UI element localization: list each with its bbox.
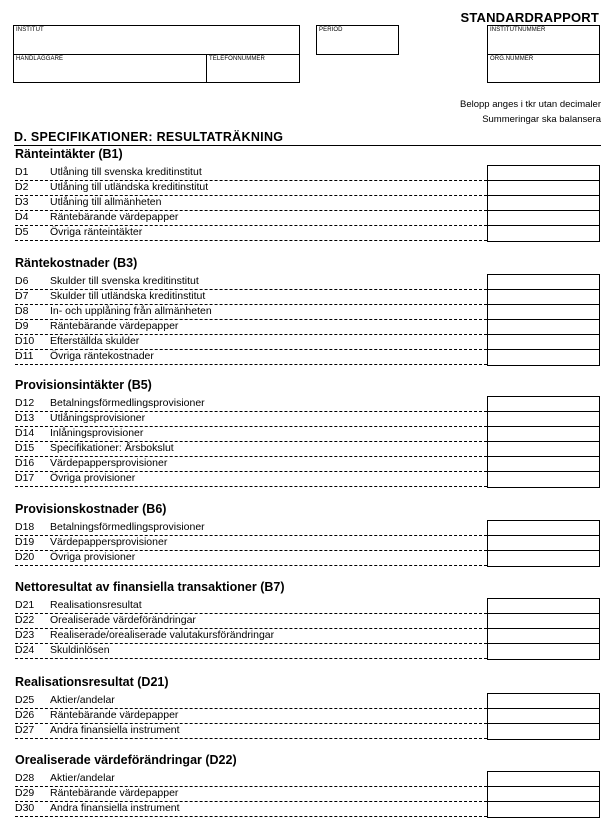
amount-input[interactable] xyxy=(488,427,599,442)
row-code: D4 xyxy=(15,211,29,223)
org-nummer-field[interactable] xyxy=(487,54,600,83)
section-title: D. SPECIFIKATIONER: RESULTATRÄKNING xyxy=(14,130,284,144)
institut-field[interactable] xyxy=(13,25,300,55)
amount-input[interactable] xyxy=(488,614,599,629)
amount-column xyxy=(487,598,600,660)
row-label: Skulder till svenska kreditinstitut xyxy=(50,275,199,287)
spec-row xyxy=(15,210,487,226)
report-title: STANDARDRAPPORT xyxy=(460,10,599,25)
spec-row xyxy=(15,708,487,724)
spec-row xyxy=(15,613,487,629)
row-label: Utlåningsprovisioner xyxy=(50,412,146,424)
row-label: Betalningsförmedlingsprovisioner xyxy=(50,397,205,409)
amount-input[interactable] xyxy=(488,629,599,644)
row-label: Värdepappersprovisioner xyxy=(50,457,168,469)
amount-column xyxy=(487,274,600,366)
amount-input[interactable] xyxy=(488,335,599,350)
period-label: PERIOD xyxy=(319,27,343,33)
spec-row xyxy=(15,801,487,817)
spec-row xyxy=(15,456,487,472)
spec-row xyxy=(15,535,487,551)
row-code: D7 xyxy=(15,290,29,302)
spec-row xyxy=(15,693,487,709)
institutnummer-label: INSTITUTNUMMER xyxy=(490,27,546,33)
spec-row xyxy=(15,195,487,211)
amount-input[interactable] xyxy=(488,551,599,566)
amount-input[interactable] xyxy=(488,196,599,211)
group-title: Provisionsintäkter (B5) xyxy=(15,378,152,392)
row-code: D24 xyxy=(15,644,35,656)
row-label: Räntebärande värdepapper xyxy=(50,709,179,721)
spec-row xyxy=(15,441,487,457)
row-label: Utlåning till allmänheten xyxy=(50,196,162,208)
amount-input[interactable] xyxy=(488,412,599,427)
amount-input[interactable] xyxy=(488,275,599,290)
period-field[interactable] xyxy=(316,25,399,55)
amount-input[interactable] xyxy=(488,350,599,365)
amount-input[interactable] xyxy=(488,305,599,320)
row-code: D2 xyxy=(15,181,29,193)
spec-row xyxy=(15,225,487,241)
row-code: D14 xyxy=(15,427,35,439)
amount-input[interactable] xyxy=(488,787,599,802)
row-label: Orealiserade värdeförändringar xyxy=(50,614,196,626)
spec-row xyxy=(15,274,487,290)
row-code: D3 xyxy=(15,196,29,208)
row-code: D27 xyxy=(15,724,35,736)
amount-input[interactable] xyxy=(488,290,599,305)
spec-row xyxy=(15,396,487,412)
row-code: D18 xyxy=(15,521,35,533)
amount-input[interactable] xyxy=(488,536,599,551)
amount-input[interactable] xyxy=(488,397,599,412)
row-label: Övriga provisioner xyxy=(50,551,136,563)
amount-column xyxy=(487,396,600,488)
row-code: D12 xyxy=(15,397,35,409)
row-code: D26 xyxy=(15,709,35,721)
amount-input[interactable] xyxy=(488,226,599,241)
row-code: D15 xyxy=(15,442,35,454)
row-code: D19 xyxy=(15,536,35,548)
handlaggare-label: HANDLÄGGARE xyxy=(16,56,64,62)
row-label: Skulder till utländska kreditinstitut xyxy=(50,290,206,302)
row-label: Räntebärande värdepapper xyxy=(50,320,179,332)
amount-input[interactable] xyxy=(488,709,599,724)
spec-row xyxy=(15,319,487,335)
group-title: Orealiserade värdeförändringar (D22) xyxy=(15,753,237,767)
spec-row xyxy=(15,304,487,320)
spec-row xyxy=(15,520,487,536)
spec-row xyxy=(15,349,487,365)
row-code: D16 xyxy=(15,457,35,469)
row-code: D9 xyxy=(15,320,29,332)
row-label: Realisationsresultat xyxy=(50,599,142,611)
amount-input[interactable] xyxy=(488,694,599,709)
spec-row xyxy=(15,289,487,305)
spec-row xyxy=(15,723,487,739)
row-code: D17 xyxy=(15,472,35,484)
row-code: D1 xyxy=(15,166,29,178)
institutnummer-field[interactable] xyxy=(487,25,600,55)
note-summering: Summeringar ska balansera xyxy=(482,114,601,125)
group-title: Räntekostnader (B3) xyxy=(15,256,138,270)
row-label: Räntebärande värdepapper xyxy=(50,787,179,799)
spec-row xyxy=(15,786,487,802)
row-code: D13 xyxy=(15,412,35,424)
amount-input[interactable] xyxy=(488,802,599,817)
group-title: Ränteintäkter (B1) xyxy=(15,147,123,161)
row-code: D11 xyxy=(15,350,34,362)
row-label: Specifikationer: Årsbokslut xyxy=(50,442,174,454)
amount-input[interactable] xyxy=(488,772,599,787)
spec-row xyxy=(15,411,487,427)
spec-row xyxy=(15,628,487,644)
row-label: Övriga provisioner xyxy=(50,472,136,484)
row-label: Betalningsförmedlingsprovisioner xyxy=(50,521,205,533)
amount-input[interactable] xyxy=(488,457,599,472)
group-title: Nettoresultat av finansiella transaktioner (B7) xyxy=(15,580,285,594)
row-label: Utlåning till svenska kreditinstitut xyxy=(50,166,202,178)
row-code: D25 xyxy=(15,694,35,706)
row-code: D10 xyxy=(15,335,35,347)
group-title: Provisionskostnader (B6) xyxy=(15,502,167,516)
spec-row xyxy=(15,550,487,566)
row-label: Utlåning till utländska kreditinstitut xyxy=(50,181,209,193)
note-belopp: Belopp anges i tkr utan decimaler xyxy=(460,99,601,110)
row-code: D28 xyxy=(15,772,35,784)
spec-row xyxy=(15,643,487,659)
row-label: Skuldinlösen xyxy=(50,644,110,656)
row-label: Räntebärande värdepapper xyxy=(50,211,179,223)
row-label: Aktier/andelar xyxy=(50,772,115,784)
row-code: D21 xyxy=(15,599,35,611)
amount-input[interactable] xyxy=(488,211,599,226)
row-code: D20 xyxy=(15,551,35,563)
row-label: Andra finansiella instrument xyxy=(50,802,180,814)
amount-column xyxy=(487,771,600,818)
amount-column xyxy=(487,165,600,242)
amount-input[interactable] xyxy=(488,472,599,487)
row-code: D22 xyxy=(15,614,35,626)
amount-input[interactable] xyxy=(488,644,599,659)
org-nummer-label: ORG.NUMMER xyxy=(490,56,534,62)
row-label: Inlåningsprovisioner xyxy=(50,427,144,439)
amount-input[interactable] xyxy=(488,166,599,181)
amount-input[interactable] xyxy=(488,521,599,536)
row-label: Värdepappersprovisioner xyxy=(50,536,168,548)
row-label: In- och upplåning från allmänheten xyxy=(50,305,212,317)
row-code: D30 xyxy=(15,802,35,814)
amount-input[interactable] xyxy=(488,599,599,614)
row-label: Övriga räntekostnader xyxy=(50,350,154,362)
spec-row xyxy=(15,180,487,196)
spec-row xyxy=(15,771,487,787)
amount-input[interactable] xyxy=(488,181,599,196)
row-label: Efterställda skulder xyxy=(50,335,140,347)
spec-row xyxy=(15,165,487,181)
amount-input[interactable] xyxy=(488,724,599,739)
amount-column xyxy=(487,520,600,567)
row-code: D8 xyxy=(15,305,29,317)
row-label: Aktier/andelar xyxy=(50,694,115,706)
row-code: D5 xyxy=(15,226,29,238)
amount-input[interactable] xyxy=(488,442,599,457)
telefonnummer-field[interactable] xyxy=(206,54,300,83)
row-label: Andra finansiella instrument xyxy=(50,724,180,736)
row-code: D23 xyxy=(15,629,35,641)
spec-row xyxy=(15,598,487,614)
row-label: Realiserade/orealiserade valutakursförändringar xyxy=(50,629,275,641)
row-label: Övriga ränteintäkter xyxy=(50,226,143,238)
amount-input[interactable] xyxy=(488,320,599,335)
spec-row xyxy=(15,426,487,442)
handlaggare-field[interactable] xyxy=(13,54,207,83)
spec-row xyxy=(15,471,487,487)
telefonnummer-label: TELEFONNUMMER xyxy=(209,56,265,62)
section-divider xyxy=(14,145,601,146)
row-code: D29 xyxy=(15,787,35,799)
row-code: D6 xyxy=(15,275,29,287)
amount-column xyxy=(487,693,600,740)
group-title: Realisationsresultat (D21) xyxy=(15,675,169,689)
institut-label: INSTITUT xyxy=(16,27,44,33)
spec-row xyxy=(15,334,487,350)
